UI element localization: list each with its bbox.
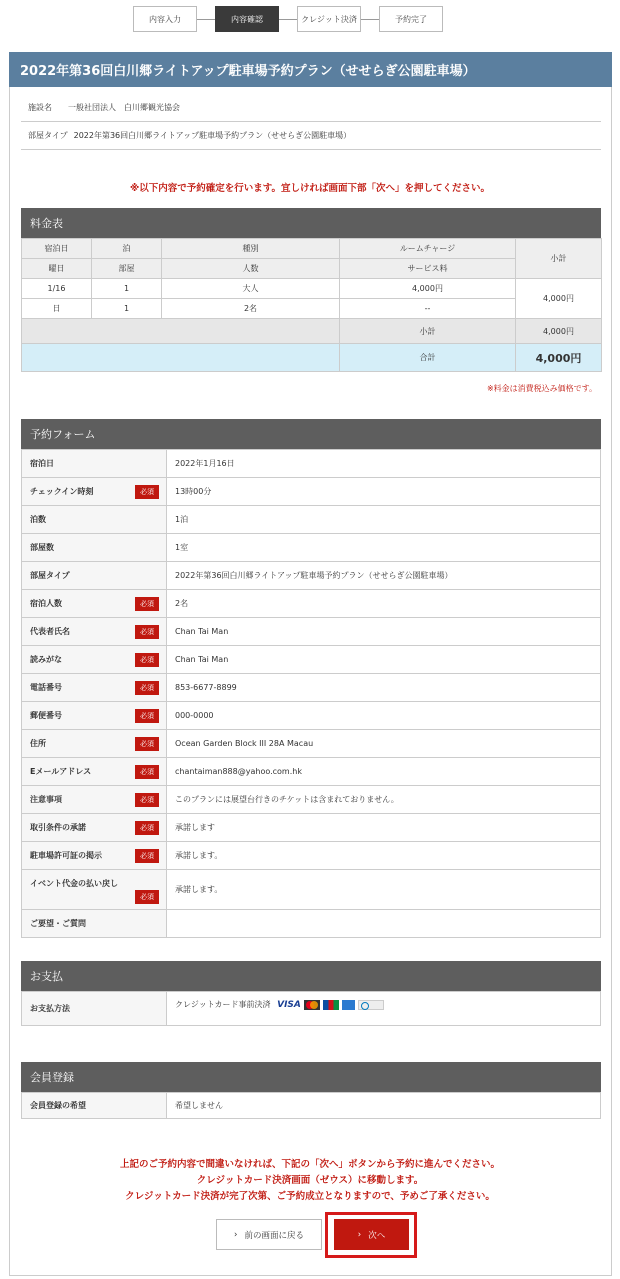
member-section-header: 会員登録 (21, 1062, 601, 1092)
form-label: 泊数 (22, 506, 167, 534)
form-row (22, 910, 601, 938)
fee-subtotal-value: 4,000円 (516, 319, 602, 344)
form-label: 読みがな (30, 655, 62, 664)
form-row (22, 842, 601, 870)
form-label: チェックイン時刻 (30, 487, 94, 496)
required-badge: 必須 (135, 709, 159, 723)
form-value: Chan Tai Man (167, 618, 601, 646)
fee-head-charge: ルームチャージ (340, 239, 516, 259)
fee-cell-people: 2名 (162, 299, 340, 319)
step-connector (361, 19, 379, 20)
fee-cell-subtotal: 4,000円 (516, 279, 602, 319)
fee-cell-kind: 大人 (162, 279, 340, 299)
fee-head-service: サービス料 (340, 259, 516, 279)
form-label: 部屋タイプ (22, 562, 167, 590)
form-row (22, 730, 601, 758)
fee-cell-date: 1/16 (22, 279, 92, 299)
required-badge: 必須 (135, 849, 159, 863)
step-credit: クレジット決済 (297, 6, 361, 32)
payment-section-header: お支払 (21, 961, 601, 991)
form-value: 2名 (167, 590, 601, 618)
form-value: 13時00分 (167, 478, 601, 506)
form-value: chantaiman888@yahoo.com.hk (167, 758, 601, 786)
required-badge: 必須 (135, 765, 159, 779)
required-badge: 必須 (135, 737, 159, 751)
form-row (22, 450, 601, 478)
facility-label: 施設名 (28, 103, 52, 112)
form-value: 承諾します (167, 814, 601, 842)
facility-value: 一般社団法人 白川郷観光協会 (68, 103, 180, 112)
form-label: イベント代金の払い戻し (30, 879, 118, 888)
required-badge: 必須 (135, 485, 159, 499)
form-row (22, 646, 601, 674)
fee-cell-service: -- (340, 299, 516, 319)
form-row (22, 506, 601, 534)
jcb-icon (323, 1000, 339, 1010)
form-value: 2022年第36回白川郷ライトアップ駐車場予約プラン（せせらぎ公園駐車場） (167, 562, 601, 590)
fee-subtotal-label: 小計 (340, 319, 516, 344)
tax-note: ※料金は消費税込み価格です。 (486, 384, 597, 393)
page-title: 2022年第36回白川郷ライトアップ駐車場予約プラン（せせらぎ公園駐車場） (9, 52, 612, 87)
required-badge: 必須 (135, 653, 159, 667)
form-value: 853-6677-8899 (167, 674, 601, 702)
required-badge: 必須 (135, 597, 159, 611)
fee-total-spacer (22, 344, 340, 372)
card-logos (277, 1000, 384, 1010)
form-label: Eメールアドレス (30, 767, 92, 776)
next-button-label: 次へ (368, 1230, 386, 1241)
fee-head-weekday: 曜日 (22, 259, 92, 279)
fee-cell-nights: 1 (92, 279, 162, 299)
fee-head-people: 人数 (162, 259, 340, 279)
bottom-notice-line: クレジットカード決済画面（ゼウス）に移動します。 (196, 1175, 424, 1186)
form-row (22, 478, 601, 506)
form-label: 取引条件の承諾 (30, 823, 86, 832)
step-input: 内容入力 (133, 6, 197, 32)
chevron-right-icon: › (234, 1229, 238, 1240)
fee-cell-weekday: 日 (22, 299, 92, 319)
required-badge: 必須 (135, 625, 159, 639)
form-label: 宿泊人数 (30, 599, 62, 608)
form-value: 承諾します。 (167, 842, 601, 870)
form-row (22, 786, 601, 814)
payment-table (21, 991, 601, 1026)
form-section-header: 予約フォーム (21, 419, 601, 449)
form-value (167, 910, 601, 938)
form-row (22, 618, 601, 646)
member-table (21, 1092, 601, 1119)
form-value: 2022年1月16日 (167, 450, 601, 478)
required-badge: 必須 (135, 821, 159, 835)
step-connector (279, 19, 297, 20)
bottom-notice-line: クレジットカード決済が完了次第、ご予約成立となりますので、予めご了承ください。 (125, 1191, 495, 1202)
form-row (22, 702, 601, 730)
fee-cell-charge: 4,000円 (340, 279, 516, 299)
form-row (22, 814, 601, 842)
diners-icon (358, 1000, 384, 1010)
form-label: ご要望・ご質問 (22, 910, 167, 938)
next-button[interactable] (334, 1219, 409, 1250)
form-label: 部屋数 (22, 534, 167, 562)
bottom-notice-line: 上記のご予約内容で間違いなければ、下記の「次へ」ボタンから予約に進んでください。 (119, 1159, 500, 1170)
form-row (22, 562, 601, 590)
member-value: 希望しません (167, 1093, 601, 1119)
back-button-label: 前の画面に戻る (244, 1230, 304, 1241)
room-type-row (21, 122, 601, 150)
form-label: 電話番号 (30, 683, 62, 692)
fee-section-header: 料金表 (21, 208, 601, 238)
form-label: 注意事項 (30, 795, 62, 804)
amex-icon (342, 1000, 355, 1010)
form-row (22, 758, 601, 786)
fee-table (21, 238, 602, 372)
form-row (22, 674, 601, 702)
fee-total-value: 4,000円 (516, 344, 602, 372)
fee-head-nights: 泊 (92, 239, 162, 259)
required-badge: 必須 (135, 890, 159, 904)
form-row (22, 534, 601, 562)
form-row (22, 870, 601, 910)
step-connector (197, 19, 215, 20)
form-label: 宿泊日 (22, 450, 167, 478)
form-label: 代表者氏名 (30, 627, 70, 636)
form-value: 1室 (167, 534, 601, 562)
payment-method-label: お支払方法 (22, 992, 167, 1026)
step-complete: 予約完了 (379, 6, 443, 32)
form-row (22, 590, 601, 618)
room-type-value: 2022年第36回白川郷ライトアップ駐車場予約プラン（せせらぎ公園駐車場） (73, 131, 352, 140)
payment-method-value: クレジットカード事前決済 (175, 1000, 271, 1009)
form-label: 住所 (30, 739, 46, 748)
chevron-right-icon: › (357, 1229, 362, 1240)
fee-head-subtotal: 小計 (516, 239, 602, 279)
mastercard-icon (304, 1000, 320, 1010)
fee-cell-rooms: 1 (92, 299, 162, 319)
member-label: 会員登録の希望 (22, 1093, 167, 1119)
fee-head-date: 宿泊日 (22, 239, 92, 259)
form-value: 000-0000 (167, 702, 601, 730)
confirm-notice: ※以下内容で予約確定を行います。宜しければ画面下部「次へ」を押してください。 (130, 183, 490, 194)
bottom-notice (0, 1157, 620, 1205)
fee-head-rooms: 部屋 (92, 259, 162, 279)
back-button[interactable] (216, 1219, 322, 1250)
step-confirm: 内容確認 (215, 6, 279, 32)
required-badge: 必須 (135, 681, 159, 695)
form-label: 駐車場許可証の掲示 (30, 851, 102, 860)
form-value: 1泊 (167, 506, 601, 534)
fee-head-kind: 種別 (162, 239, 340, 259)
form-label: 郵便番号 (30, 711, 62, 720)
form-value: このプランには展望台行きのチケットは含まれておりません。 (167, 786, 601, 814)
form-value: Chan Tai Man (167, 646, 601, 674)
facility-row (21, 94, 601, 122)
room-type-label: 部屋タイプ (28, 131, 68, 140)
fee-subtotal-spacer (22, 319, 340, 344)
form-value: Ocean Garden Block III 28A Macau (167, 730, 601, 758)
reservation-form-table (21, 449, 601, 938)
fee-total-label: 合計 (340, 344, 516, 372)
form-value: 承諾します。 (167, 870, 601, 910)
visa-icon: VISA (277, 999, 301, 1010)
progress-steps (133, 6, 443, 32)
required-badge: 必須 (135, 793, 159, 807)
